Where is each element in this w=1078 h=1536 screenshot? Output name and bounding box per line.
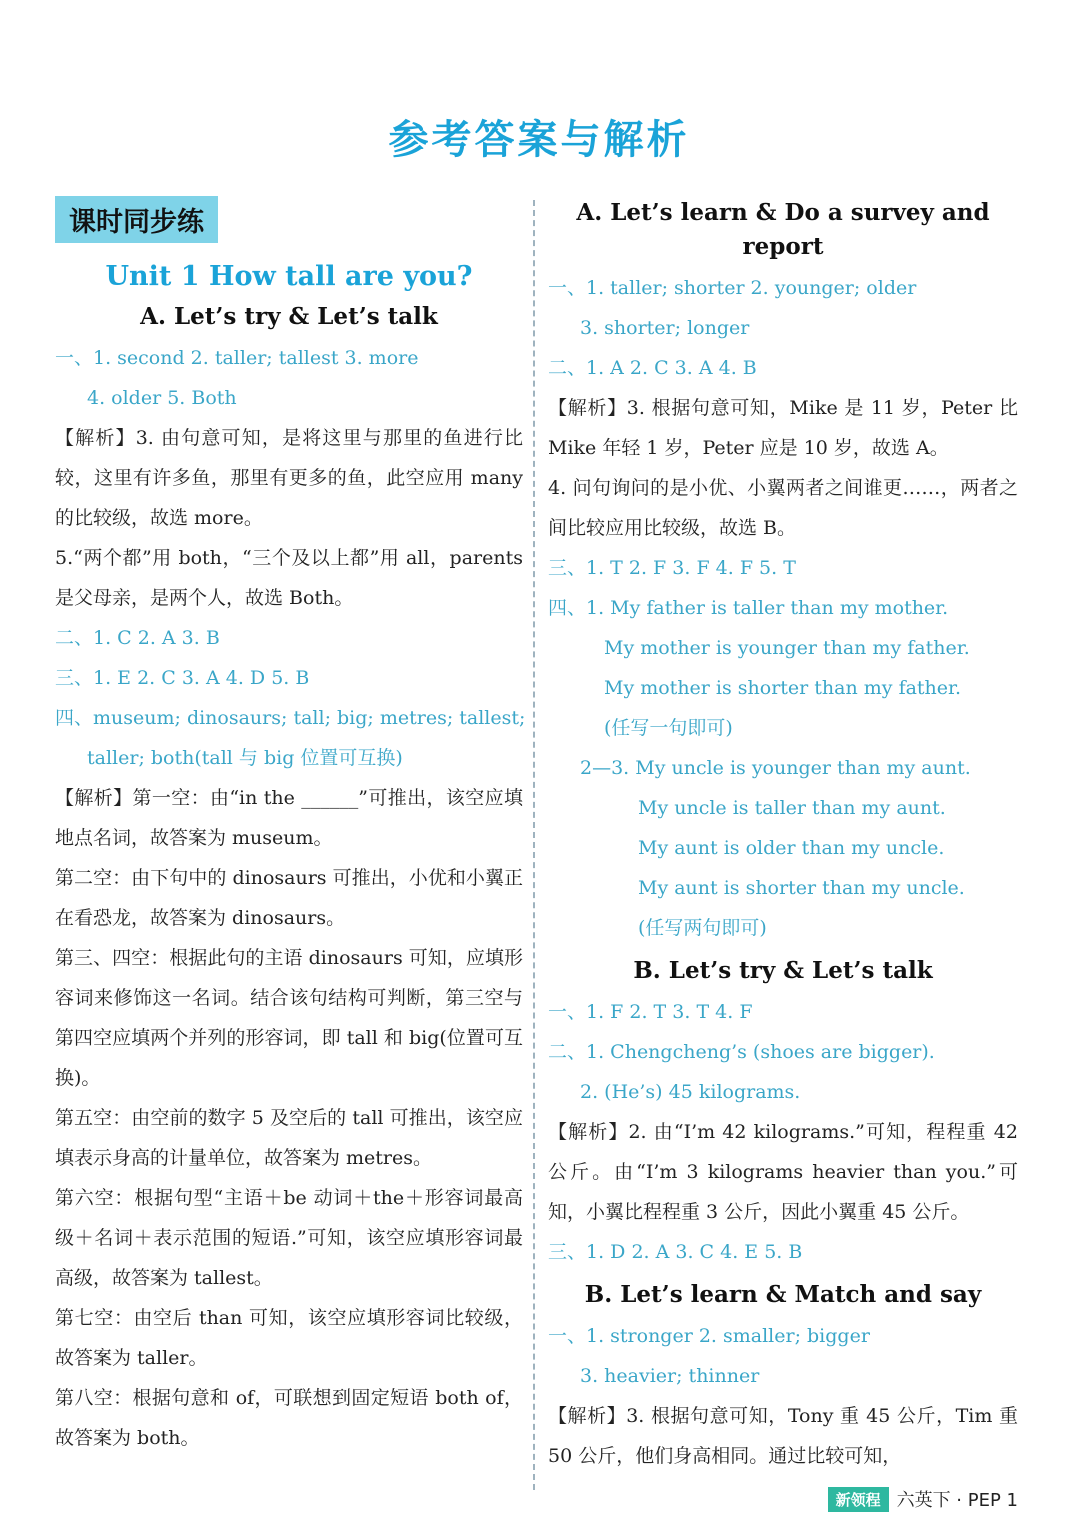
answer-line: 2—3. My uncle is younger than my aunt.: [580, 757, 971, 779]
answer-line: My uncle is taller than my aunt.: [638, 797, 946, 819]
column-divider: [533, 200, 535, 1490]
footer-text: 六英下 · PEP 1: [896, 1490, 1018, 1511]
analysis-paragraph: 【解析】3. 根据句意可知，Mike 是 11 岁，Peter 比 Mike 年轻 1 岁，Peter 应是 10 岁，故选 A。: [548, 397, 1018, 459]
answer-line: 三、1. D 2. A 3. C 4. E 5. B: [548, 1241, 803, 1263]
subheading-b-try-talk: B. Let’s try & Let’s talk: [633, 957, 933, 984]
brand-logo: 新领程: [828, 1487, 889, 1512]
answer-note: (任写两句即可): [638, 917, 767, 939]
answer-line: 3. heavier; thinner: [580, 1365, 760, 1387]
answer-line: 二、1. C 2. A 3. B: [55, 627, 220, 649]
answer-line: My aunt is shorter than my uncle.: [638, 877, 965, 899]
analysis-paragraph: 【解析】第一空：由“in the ______”可推出，该空应填地点名词，故答案为 museum。: [55, 787, 523, 849]
answer-line: 3. shorter; longer: [580, 317, 750, 339]
answer-line: My mother is younger than my father.: [604, 637, 970, 659]
analysis-paragraph: 4. 问句询问的是小优、小翼两者之间谁更……，两者之间比较应用比较级，故选 B。: [548, 477, 1018, 539]
answer-line: 2. (He’s) 45 kilograms.: [580, 1081, 801, 1103]
answer-line: 三、1. T 2. F 3. F 4. F 5. T: [548, 557, 796, 579]
analysis-paragraph: 第八空：根据句意和 of，可联想到固定短语 both of，故答案为 both。: [55, 1387, 523, 1449]
answer-line: 二、1. Chengcheng’s (shoes are bigger).: [548, 1041, 935, 1063]
right-column: [548, 190, 1018, 1476]
analysis-paragraph: 【解析】2. 由“I’m 42 kilograms.”可知，程程重 42 公斤。由“I’m 3 kilograms heavier than you.”可知，小翼比程程重 3 公斤，因此小翼重 45 公斤。: [548, 1121, 1018, 1223]
subheading-b-learn-match: B. Let’s learn & Match and say: [584, 1281, 982, 1308]
analysis-paragraph: 【解析】3. 根据句意可知，Tony 重 45 公斤，Tim 重 50 公斤，他们身高相同。通过比较可知，: [548, 1405, 1018, 1467]
answer-line: taller; both(tall 与 big 位置可互换): [87, 747, 403, 769]
answer-line: 一、1. taller; shorter 2. younger; older: [548, 277, 917, 299]
page-footer: [828, 1486, 1018, 1512]
answer-line: 四、museum; dinosaurs; tall; big; metres; tallest;: [55, 707, 526, 729]
analysis-paragraph: 5.“两个都”用 both，“三个及以上都”用 all，parents 是父母亲，是两个人，故选 Both。: [55, 547, 523, 609]
page-title: 参考答案与解析: [388, 117, 690, 163]
answer-line: My aunt is older than my uncle.: [638, 837, 945, 859]
analysis-paragraph: 【解析】3. 由句意可知，是将这里与那里的鱼进行比较，这里有许多鱼，那里有更多的鱼，此空应用 many 的比较级，故选 more。: [55, 427, 523, 529]
answer-line: 四、1. My father is taller than my mother.: [548, 597, 949, 619]
answer-line: 一、1. stronger 2. smaller; bigger: [548, 1325, 870, 1347]
answer-line: 一、1. second 2. taller; tallest 3. more: [55, 347, 419, 369]
left-column: [55, 190, 526, 1458]
answer-line: 三、1. E 2. C 3. A 4. D 5. B: [55, 667, 310, 689]
answer-line: 4. older 5. Both: [87, 387, 237, 409]
answer-line: 二、1. A 2. C 3. A 4. B: [548, 357, 757, 379]
subheading-a-try-talk: A. Let’s try & Let’s talk: [140, 303, 438, 330]
section-tag: 课时同步练: [55, 196, 218, 243]
analysis-paragraph: 第五空：由空前的数字 5 及空后的 tall 可推出，该空应填表示身高的计量单位，故答案为 metres。: [55, 1107, 523, 1169]
analysis-paragraph: 第三、四空：根据此句的主语 dinosaurs 可知，应填形容词来修饰这一名词。结合该句结构可判断，第三空与第四空应填两个并列的形容词，即 tall 和 big(位置可互换)。: [55, 947, 523, 1089]
answer-line: My mother is shorter than my father.: [604, 677, 962, 699]
answer-line: 一、1. F 2. T 3. T 4. F: [548, 1001, 753, 1023]
analysis-paragraph: 第六空：根据句型“主语＋be 动词＋the＋形容词最高级＋名词＋表示范围的短语.”可知，该空应填形容词最高级，故答案为 tallest。: [55, 1187, 523, 1289]
subheading-a-learn-survey: A. Let’s learn & Do a survey and report: [576, 199, 990, 260]
analysis-paragraph: 第二空：由下句中的 dinosaurs 可推出，小优和小翼正在看恐龙，故答案为 dinosaurs。: [55, 867, 523, 929]
unit-heading: Unit 1 How tall are you?: [105, 261, 473, 292]
answer-note: (任写一句即可): [604, 717, 733, 739]
analysis-paragraph: 第七空：由空后 than 可知，该空应填形容词比较级，故答案为 taller。: [55, 1307, 523, 1369]
